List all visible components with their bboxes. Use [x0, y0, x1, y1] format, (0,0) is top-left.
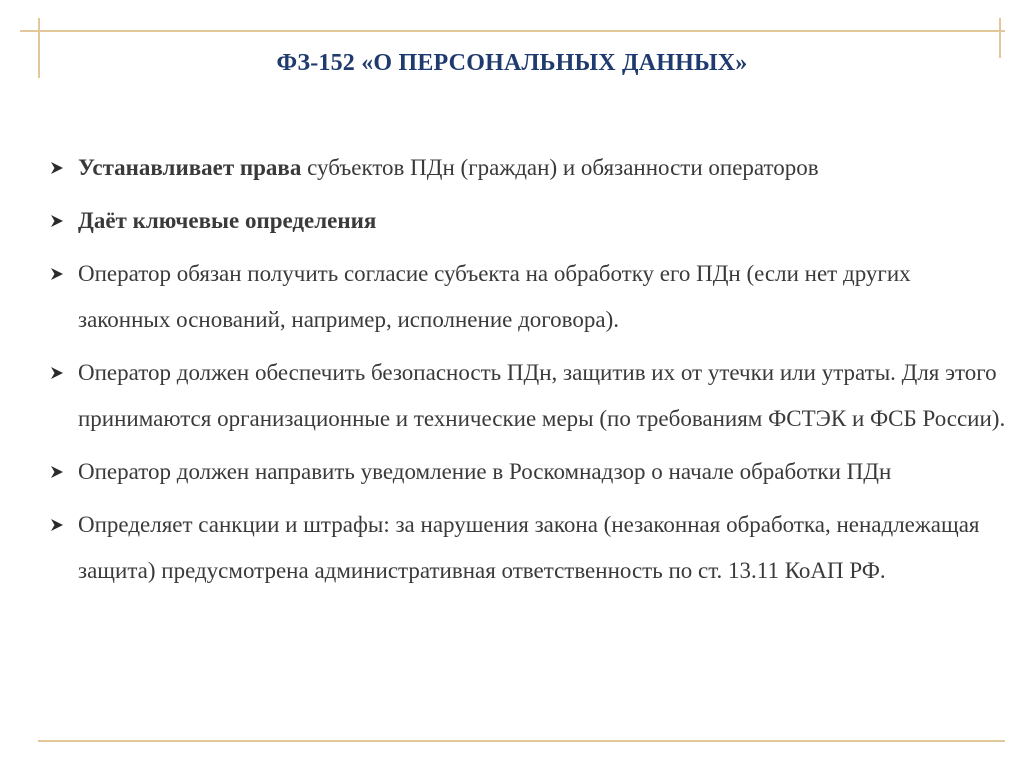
- arrowhead-bullet-icon: [50, 449, 72, 495]
- item-text: Оператор должен направить уведомление в Роскомнадзор о начале обработки ПДн: [78, 459, 892, 484]
- item-text: Оператор обязан получить согласие субъекта на обработку его ПДн (если нет других законных оснований, например, исполнение договора).: [78, 261, 911, 332]
- list-item: [48, 145, 1008, 191]
- list-item: [48, 251, 1008, 343]
- frame-bottom-line: [38, 740, 1005, 742]
- arrowhead-bullet-icon: [50, 145, 72, 191]
- arrowhead-bullet-icon: [50, 251, 72, 297]
- item-text: субъектов ПДн (граждан) и обязанности операторов: [301, 155, 819, 180]
- arrowhead-bullet-icon: [50, 198, 72, 244]
- slide-title: ФЗ-152 «О ПЕРСОНАЛЬНЫХ ДАННЫХ»: [276, 50, 748, 76]
- item-text: Определяет санкции и штрафы: за нарушения закона (незаконная обработка, ненадлежащая защита) предусмотрена административная ответственность по ст. 13.11 КоАП РФ.: [78, 512, 980, 583]
- item-bold-text: Устанавливает права: [78, 155, 302, 180]
- item-text: Оператор должен обеспечить безопасность ПДн, защитив их от утечки или утраты. Для этого принимаются организационные и технические меры (по требованиям ФСТЭК и ФСБ России).: [78, 360, 1006, 431]
- frame-top-line: [20, 30, 1005, 32]
- list-item: [48, 198, 1008, 244]
- list-item: [48, 449, 1008, 495]
- arrowhead-bullet-icon: [50, 350, 72, 396]
- list-item: [48, 502, 1008, 594]
- item-bold-text: Даёт ключевые определения: [78, 208, 377, 233]
- bullet-list: [48, 145, 1008, 601]
- arrowhead-bullet-icon: [50, 502, 72, 548]
- list-item: [48, 350, 1008, 442]
